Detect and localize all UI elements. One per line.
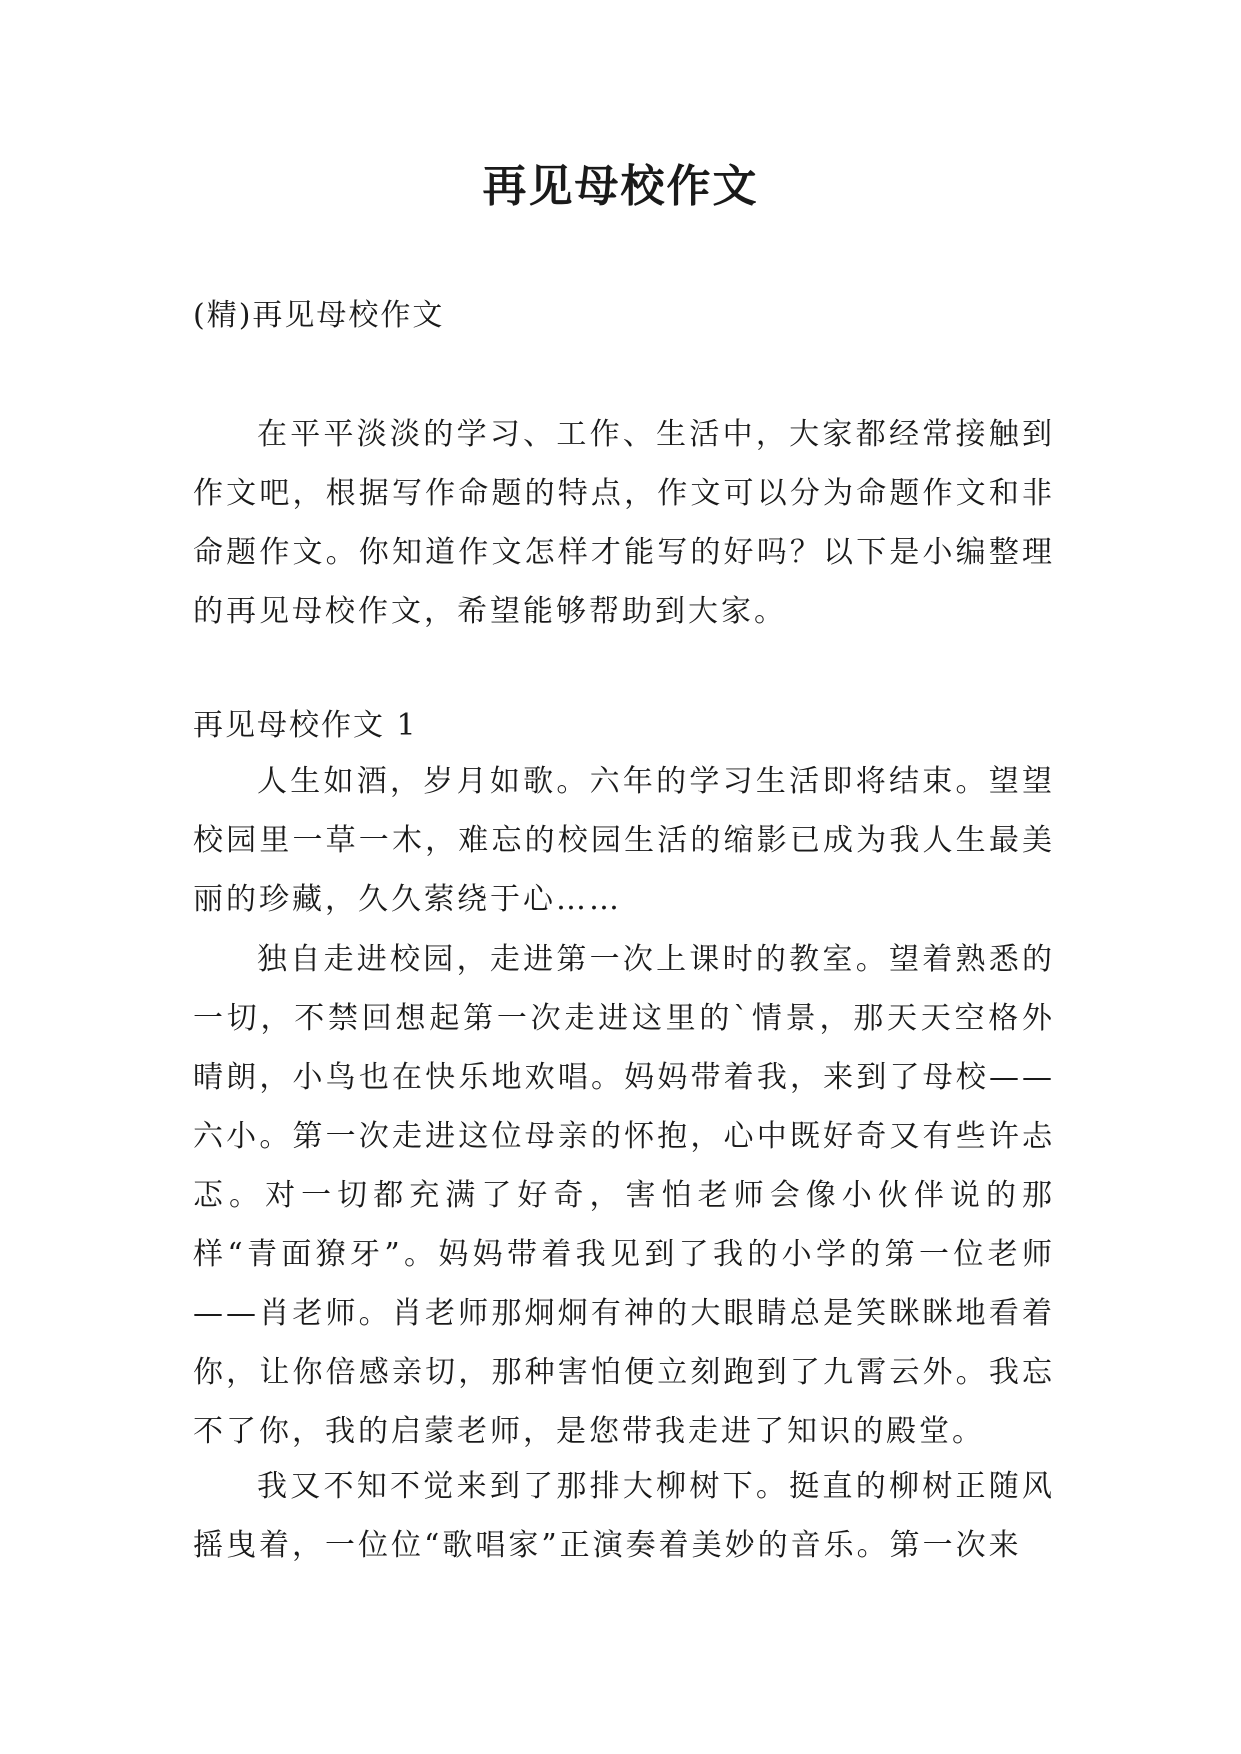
body-paragraph: 人生如酒，岁月如歌。六年的学习生活即将结束。望望校园里一草一木，难忘的校园生活的缩影已成为我人生最美丽的珍藏，久久萦绕于心…… xyxy=(193,764,1055,917)
intro-paragraph: 在平平淡淡的学习、工作、生活中，大家都经常接触到作文吧，根据写作命题的特点，作文可以分为命题作文和非命题作文。你知道作文怎样才能写的好吗？以下是小编整理的再见母校作文，希望能够帮助到大家。 xyxy=(193,417,1055,629)
body-paragraph: 我又不知不觉来到了那排大柳树下。挺直的柳树正随风摇曳着，一位位“歌唱家”正演奏着美妙的音乐。第一次来 xyxy=(193,1469,1055,1563)
document-subtitle: (精)再见母校作文 xyxy=(193,298,445,333)
document-title: 再见母校作文 xyxy=(482,161,759,212)
body-paragraph: 独自走进校园，走进第一次上课时的教室。望着熟悉的一切，不禁回想起第一次走进这里的`情景，那天天空格外晴朗，小鸟也在快乐地欢唱。妈妈带着我，来到了母校——六小。第一次走进这位母亲的怀抱，心中既好奇又有些许忐忑。对一切都充满了好奇，害怕老师会像小伙伴说的那样“青面獠牙”。妈妈带着我见到了我的小学的第一位老师——肖老师。肖老师那炯炯有神的大眼睛总是笑眯眯地看着你，让你倍感亲切，那种害怕便立刻跑到了九霄云外。我忘不了你，我的启蒙老师，是您带我走进了知识的殿堂。 xyxy=(193,942,1055,1449)
section-heading: 再见母校作文 1 xyxy=(193,708,418,743)
